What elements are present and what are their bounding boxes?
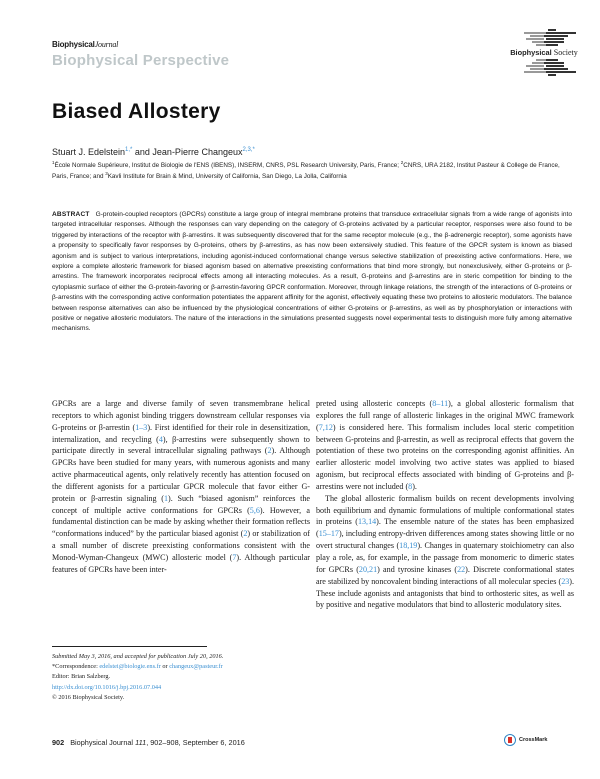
citation-link[interactable]: 22 [457, 564, 466, 574]
doi-link[interactable]: http://dx.doi.org/10.1016/j.bpj.2016.07.044 [52, 683, 162, 691]
correspondence-label: *Correspondence: [52, 663, 100, 671]
citation-link[interactable]: 7 [232, 552, 237, 562]
journal-name [52, 40, 118, 49]
body-text: ). Discrete conformational states are stabilized by noncovalent binding interactions of all molecular species ( [316, 564, 574, 586]
footnotes [52, 652, 312, 703]
citation-link[interactable]: 2 [243, 529, 248, 539]
affiliation-marker-3: 3 [105, 171, 108, 177]
body-text: ), β-arrestins were subsequently shown to participate directly in several intracellular signaling pathways ( [52, 434, 310, 456]
copyright: © 2016 Biophysical Society. [52, 693, 125, 701]
crossmark-label: CrossMark [519, 737, 548, 743]
author1-affiliation-marker[interactable]: 1,* [125, 147, 133, 153]
author-edelstein: Stuart J. Edelstein [52, 147, 126, 157]
body-text: ) is considered here. This formalism includes local steric competition between G-proteins and β-arrestin, as well as reciprocal effects that govern the potentiation of these two proteins on the corresponding agonist affinities. An earlier allosteric model involving two active states was applied to biased agonism, but reciprocal effects associated with binding of G-proteins and β-arrestins were not included ( [316, 422, 574, 491]
body-text: ). Although GPCRs have been studied for many years, with numerous agonists and many active pharmaceutical agents, only relatively recently has attention focused on the different agonists for a particular GPCR molecule that favor either G-protein or β-arrestin signaling ( [52, 446, 311, 503]
submission-dates: Submitted May 3, 2016, and accepted for publication July 20, 2016. [52, 653, 224, 660]
citation-link[interactable]: 8 [408, 481, 413, 491]
society-logo-label: Biophysical Society [510, 48, 578, 57]
affiliations [52, 159, 572, 182]
body-paragraph [316, 493, 574, 611]
crossmark-icon [504, 734, 516, 746]
abstract-text: G-protein-coupled receptors (GPCRs) constitute a large group of integral membrane proteins that transduce extracellular signals from a wide range of agonists into targeted intracellular responses. Although the responses can vary depending on the category of G-proteins activated by a particular receptor, responses were also found to be triggered by interactions of the receptor with β-arrestins. It was subsequently discovered that for the same receptor molecule (e.g., the β-adrenergic receptor), some agonists have a propensity to specifically favor responses by G-proteins, others by β-arrestins, as has now been extensively studied. This feature of the GPCR system is known as biased agonism and is subject to various interpretations, including agonist-induced conformational change versus selective stabilization of preexisting active conformations. Here, we explore a complete allosteric framework for biased agonism based on alternative preexisting conformations that bind more strongly, but nonexclusively, either G-proteins or β-arrestins. The framework incorporates reciprocal effects among all interacting molecules. As a result, G-proteins and β-arrestins are in steric competition for binding to the cytoplasmic surface of either the G-protein-favoring or β-arrestin-favoring GPCR conformation. Moreover, through linkage relations, the strength of the interactions of G-proteins or β-arrestins with the corresponding active conformation potentiates the apparent affinity for the agonist, effectively equating these two proteins to allosteric modulators. The balance between response alternatives can also be influenced by the physiological concentrations of either G-proteins or β-arrestins, as well as by phosphorylation or interactions with positive or negative allosteric modulators. The nature of the interactions in the simulations presented suggests novel experimental tests to distinguish more fully among alternative mechanisms. [52, 211, 572, 333]
affiliation-marker-1: 1 [52, 160, 55, 165]
body-text: ). However, a fundamental distinction can be made by asking whether their formation reflects “conformations induced” by the particular biased agonist ( [52, 505, 310, 539]
body-column-left [52, 398, 310, 576]
footer-citation: , 902–908, September 6, 2016 [146, 738, 245, 747]
citation-link[interactable]: 1 [163, 493, 169, 503]
body-text: GPCRs are a large and diverse family of seven transmembrane helical receptors to which agonist binding triggers downstream cellular responses via G-proteins or β-arrestin ( [52, 399, 310, 432]
body-column-right [316, 398, 574, 611]
section-title: Biophysical Perspective [52, 52, 230, 69]
author-changeux: Jean-Pierre Changeux [152, 147, 243, 157]
body-text: ). Changes in quaternary stoichiometry can also play a role, as, for example, in the passage from monomeric to dimeric states for GPCRs ( [316, 541, 574, 574]
page-number: 902 [52, 738, 65, 747]
body-text: ). The ensemble nature of the states has been emphasized ( [316, 517, 574, 539]
citation-link[interactable]: 5,6 [249, 505, 260, 515]
author-list [52, 147, 255, 157]
footer-journal: Biophysical Journal [70, 738, 136, 747]
citation-link[interactable]: 7,12 [318, 422, 333, 432]
body-paragraph [52, 398, 310, 576]
citation-link[interactable]: 1–3 [135, 422, 148, 432]
body-text: ) or stabilization of a small number of discrete preexisting conformations consistent with the Monod-Wyman-Changeux (MWC) allosteric model ( [52, 529, 311, 562]
footnote-divider [52, 646, 207, 647]
citation-link[interactable]: 13,14 [357, 517, 377, 527]
paper-title: Biased Allostery [52, 100, 221, 123]
page-footer [52, 738, 245, 747]
footer-volume: 111 [135, 738, 147, 747]
body-text: ). Such “biased agonism” reinforces the concept of multiple active conformations for GPCRs ( [52, 493, 310, 515]
journal-name-italic: Journal [94, 40, 119, 49]
citation-link[interactable]: 15–17 [318, 529, 339, 539]
body-text: ). First identified for their role in desensitization, internalization, and recycling ( [52, 422, 310, 444]
affiliation-marker-2: 2 [400, 160, 404, 165]
citation-link[interactable]: 2 [267, 446, 272, 456]
body-paragraph [316, 398, 574, 493]
citation-link[interactable]: 4 [158, 434, 163, 444]
crossmark-button[interactable] [504, 734, 547, 746]
body-text: The global allosteric formalism builds on recent developments involving both equilibrium and dynamic formulations of multiple conformational states in proteins ( [316, 493, 574, 527]
body-text: ) and tyrosine kinases ( [377, 564, 458, 574]
editor-note: Editor: Brian Salzberg. [52, 673, 111, 681]
biophysical-society-logo [496, 27, 592, 75]
abstract-label: ABSTRACT [52, 211, 90, 218]
author-connector: and [132, 147, 153, 157]
affiliation-1: École Normale Supérieure, Institut de Biologie de l'ENS (IBENS), INSERM, CNRS, PSL Research University, Paris, France; [54, 162, 401, 170]
body-text: ). [412, 481, 417, 491]
journal-name-text: Biophysical [52, 40, 95, 49]
email-link-changeux[interactable]: changeux@pasteur.fr [169, 663, 223, 671]
citation-link[interactable]: 20,21 [358, 564, 378, 574]
body-text: ), a global allosteric formalism that explores the full range of allosteric linkages in the original MWC framework ( [316, 399, 575, 432]
author2-affiliation-marker[interactable]: 2,3,* [242, 147, 255, 153]
body-text: ), including entropy-driven differences among states showing little or no overt structural changes ( [316, 529, 574, 551]
citation-link[interactable]: 23 [561, 576, 570, 586]
body-text: preted using allosteric concepts ( [316, 399, 433, 408]
citation-link[interactable]: 18,19 [399, 541, 418, 551]
email-link-edelstein[interactable]: edelstei@biologie.ens.fr [99, 663, 161, 671]
affiliation-2: CNRS, URA 2182, Institut Pasteur & College de France, Paris, France; and [52, 162, 560, 181]
or-text: or [160, 663, 170, 671]
body-text: ). These include agonists and antagonists that bind to orthosteric sites, as well as by positive and negative modulators that bind to allosteric modulatory sites. [316, 576, 574, 610]
citation-link[interactable]: 8–11 [432, 399, 449, 408]
affiliation-3: Kavli Institute for Brain & Mind, University of California, San Diego, La Jolla, California [107, 173, 347, 181]
body-text: ). Although particular features of GPCRs have been inter- [52, 552, 310, 574]
abstract [52, 210, 572, 335]
